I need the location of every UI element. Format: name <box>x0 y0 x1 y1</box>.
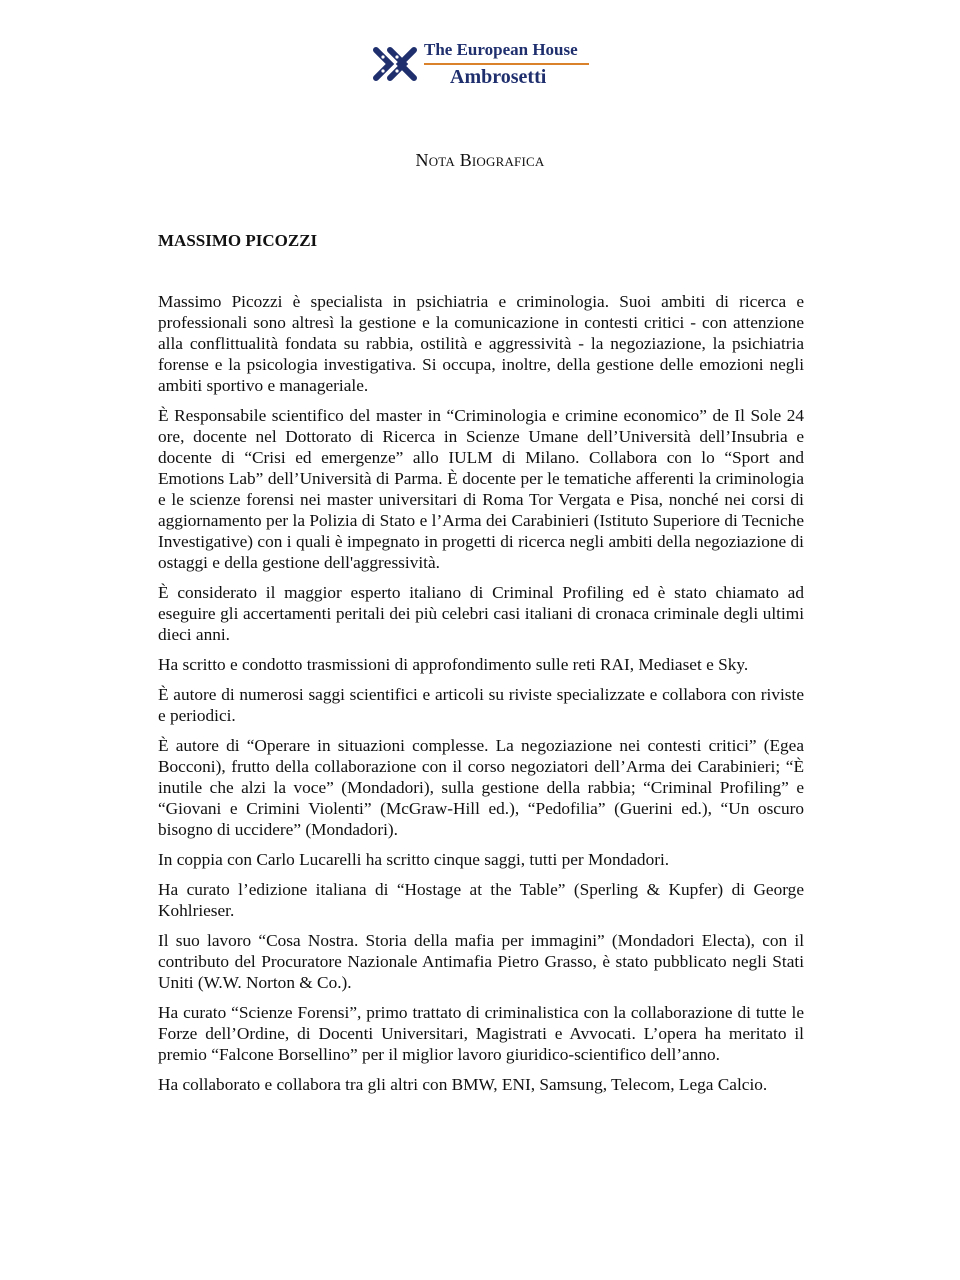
biography-paragraph: Il suo lavoro “Cosa Nostra. Storia della mafia per immagini” (Mondadori Electa), con il contributo del Procuratore Nazionale Antimafia Pietro Grasso, è stato pubblicato negli Stati Uniti (W.W. Norton & Co.). <box>158 931 804 992</box>
logo-text-line1: The European House <box>424 40 578 59</box>
biography-paragraph: In coppia con Carlo Lucarelli ha scritto cinque saggi, tutti per Mondadori. <box>158 850 670 869</box>
biography-paragraph: È autore di numerosi saggi scientifici e articoli su riviste specializzate e collabora con riviste e periodici. <box>158 685 804 725</box>
biography-paragraph: Ha scritto e condotto trasmissioni di approfondimento sulle reti RAI, Mediaset e Sky. <box>158 655 749 674</box>
logo-text-line2: Ambrosetti <box>450 66 547 88</box>
biography-paragraph: Ha curato l’edizione italiana di “Hostage at the Table” (Sperling & Kupfer) di George Kohlrieser. <box>158 880 804 920</box>
biography-paragraph: Massimo Picozzi è specialista in psichiatria e criminologia. Suoi ambiti di ricerca e professionali sono altresì la gestione e la comunicazione in contesti critici - con attenzione alla conflittualità fondata su rabbia, ostilità e aggressività - la negoziazione, la psichiatria forense e la psicologia investigativa. Si occupa, inoltre, della gestione delle emozioni negli ambiti sportivo e manageriale. <box>158 292 804 395</box>
biography-paragraph: Ha curato “Scienze Forensi”, primo trattato di criminalistica con la collaborazione di tutte le Forze dell’Ordine, di Docenti Universitari, Magistrati e Avvocati. L’opera ha meritato il premio “Falcone Borsellino” per il miglior lavoro giuridico-scientifico dell’anno. <box>158 1003 804 1064</box>
biography-paragraph: Ha collaborato e collabora tra gli altri con BMW, ENI, Samsung, Telecom, Lega Calcio. <box>158 1075 768 1094</box>
biography-paragraph: È considerato il maggior esperto italiano di Criminal Profiling ed è stato chiamato ad eseguire gli accertamenti peritali dei più celebri casi italiani di cronaca criminale degli ultimi dieci anni. <box>158 583 804 644</box>
biography-paragraph: È Responsabile scientifico del master in “Criminologia e crimine economico” de Il Sole 24 ore, docente nel Dottorato di Ricerca in Scienze Umane dell’Università dell’Insubria e docente di “Crisi ed emergenze” allo IULM di Milano. Collabora con lo “Sport and Emotions Lab” dell’Università di Parma. È docente per le tematiche afferenti la criminologia e le scienze forensi nei master universitari di Roma Tor Vergata e Pisa, nonché nei corsi di aggiornamento per la Polizia di Stato e l’Arma dei Carabinieri (Istituto Superiore di Tecniche Investigative) con i quali è impegnato in progetti di ricerca negli ambiti della negoziazione di ostaggi e della gestione dell'aggressività. <box>158 406 804 572</box>
person-name-heading: MASSIMO PICOZZI <box>158 231 318 250</box>
biography-body <box>158 291 804 1104</box>
ambrosetti-logo-icon <box>370 44 420 84</box>
logo-divider <box>424 63 589 65</box>
biography-paragraph: È autore di “Operare in situazioni complesse. La negoziazione nei contesti critici” (Egea Bocconi), frutto della collaborazione con il corso negoziatori dell’Arma dei Carabinieri; “È inutile che alzi la voce” (Mondadori), sulla gestione della rabbia; “Criminal Profiling” e “Giovani e Crimini Violenti” (McGraw-Hill ed.), “Pedofilia” (Guerini ed.), “Un oscuro bisogno di uccidere” (Mondadori). <box>158 736 804 839</box>
document-title: Nota Biografica <box>415 150 545 170</box>
